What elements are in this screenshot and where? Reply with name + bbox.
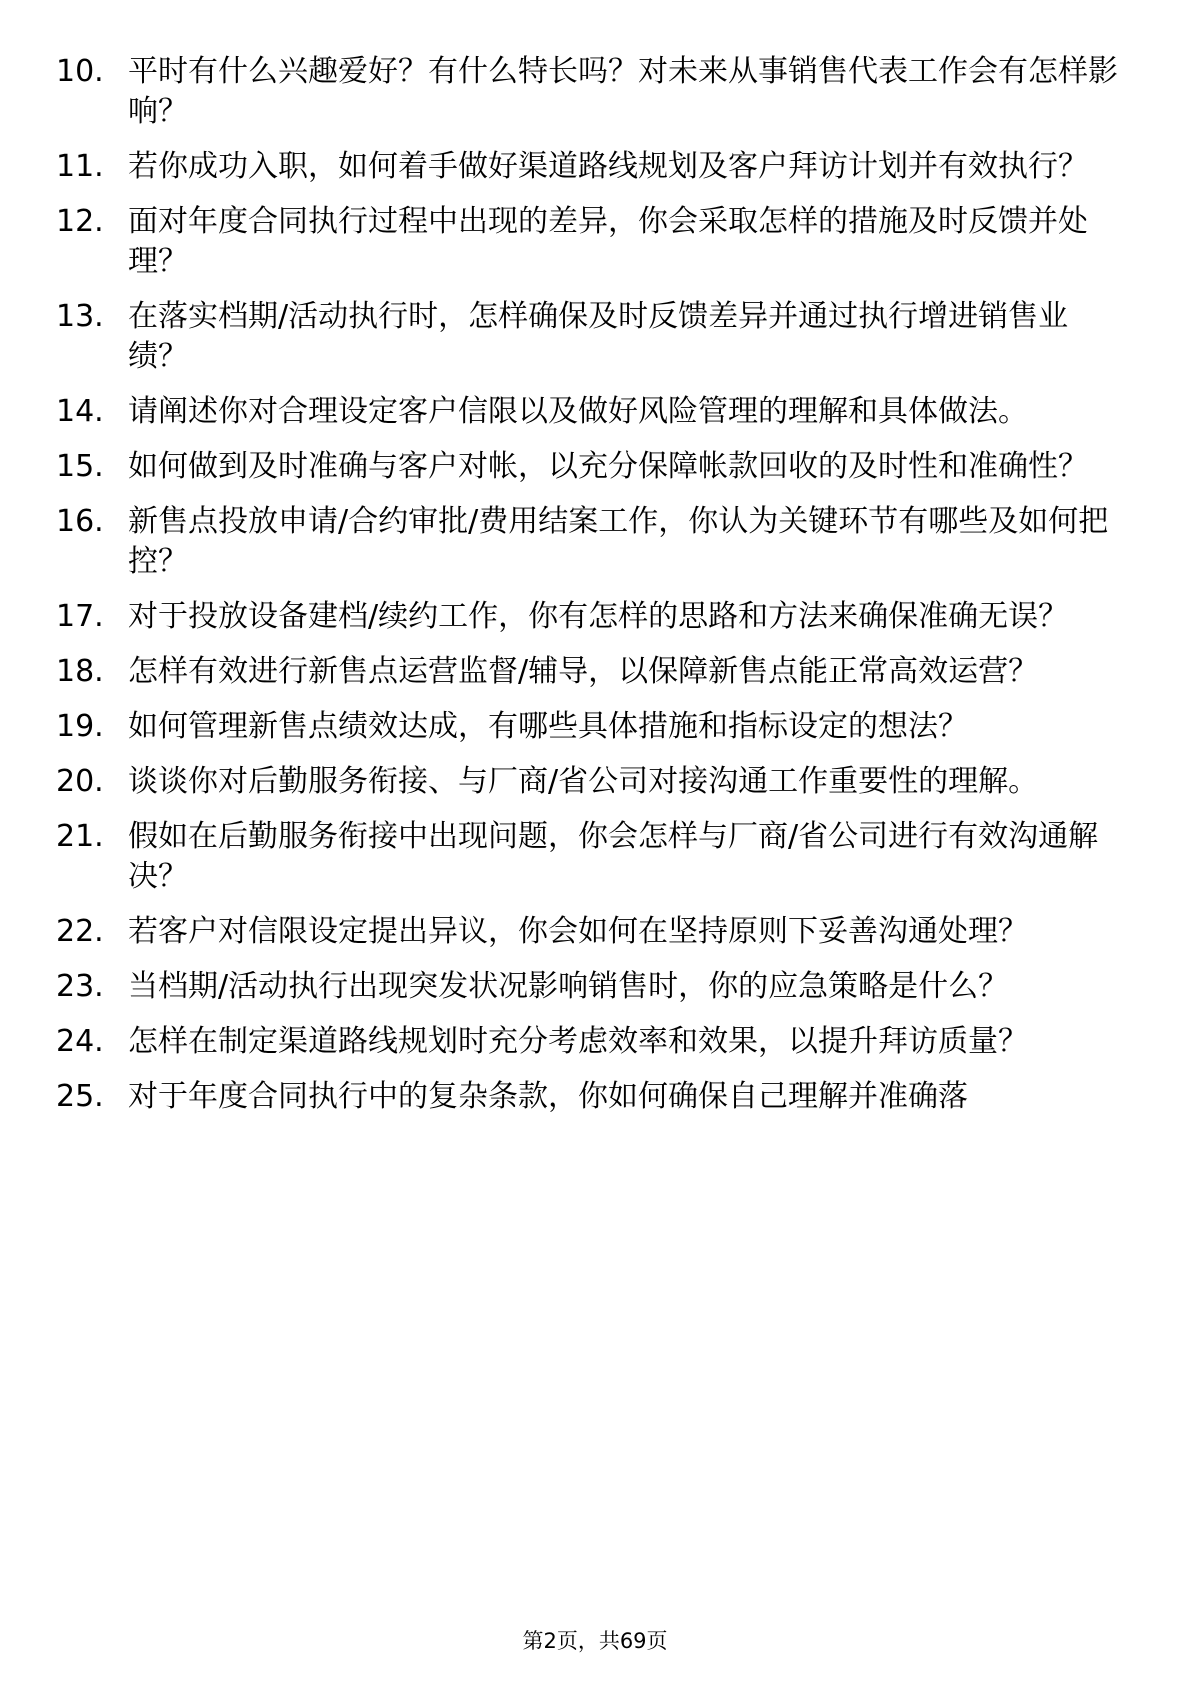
question-item [56, 147, 1126, 187]
question-item [56, 652, 1126, 692]
question-item [56, 1022, 1126, 1062]
question-text: 平时有什么兴趣爱好？有什么特长吗？对未来从事销售代表工作会有怎样影响？ [128, 54, 1118, 129]
question-number: 18. [56, 654, 104, 689]
question-text: 假如在后勤服务衔接中出现问题，你会怎样与厂商/省公司进行有效沟通解决？ [128, 819, 1099, 894]
question-item [56, 202, 1126, 282]
question-list [56, 52, 1126, 1132]
question-number: 20. [56, 764, 104, 799]
question-item [56, 502, 1126, 582]
question-number: 11. [56, 149, 104, 184]
question-text: 若客户对信限设定提出异议，你会如何在坚持原则下妥善沟通处理？ [128, 914, 1028, 949]
question-text: 若你成功入职，如何着手做好渠道路线规划及客户拜访计划并有效执行？ [128, 149, 1088, 184]
question-text: 如何管理新售点绩效达成，有哪些具体措施和指标设定的想法？ [128, 709, 968, 744]
question-item [56, 447, 1126, 487]
question-text: 面对年度合同执行过程中出现的差异，你会采取怎样的措施及时反馈并处理？ [128, 204, 1088, 279]
question-number: 25. [56, 1079, 104, 1114]
question-item [56, 967, 1126, 1007]
question-number: 12. [56, 204, 104, 239]
question-item [56, 52, 1126, 132]
question-item [56, 912, 1126, 952]
question-number: 23. [56, 969, 104, 1004]
question-number: 16. [56, 504, 104, 539]
question-item [56, 707, 1126, 747]
question-text: 新售点投放申请/合约审批/费用结案工作，你认为关键环节有哪些及如何把控？ [128, 504, 1109, 579]
question-text: 谈谈你对后勤服务衔接、与厂商/省公司对接沟通工作重要性的理解。 [128, 764, 1039, 799]
question-number: 13. [56, 299, 104, 334]
question-number: 10. [56, 54, 104, 89]
question-text: 如何做到及时准确与客户对帐，以充分保障帐款回收的及时性和准确性？ [128, 449, 1088, 484]
question-text: 对于年度合同执行中的复杂条款，你如何确保自己理解并准确落 [128, 1079, 968, 1114]
question-number: 24. [56, 1024, 104, 1059]
question-number: 14. [56, 394, 104, 429]
question-text: 在落实档期/活动执行时，怎样确保及时反馈差异并通过执行增进销售业绩？ [128, 299, 1069, 374]
question-text: 当档期/活动执行出现突发状况影响销售时，你的应急策略是什么？ [128, 969, 1009, 1004]
question-text: 怎样在制定渠道路线规划时充分考虑效率和效果，以提升拜访质量？ [128, 1024, 1028, 1059]
question-item [56, 392, 1126, 432]
question-item [56, 762, 1126, 802]
question-number: 19. [56, 709, 104, 744]
question-item [56, 1077, 1126, 1117]
question-text: 对于投放设备建档/续约工作，你有怎样的思路和方法来确保准确无误？ [128, 599, 1069, 634]
question-number: 17. [56, 599, 104, 634]
question-text: 请阐述你对合理设定客户信限以及做好风险管理的理解和具体做法。 [128, 394, 1028, 429]
question-item [56, 297, 1126, 377]
question-text: 怎样有效进行新售点运营监督/辅导，以保障新售点能正常高效运营？ [128, 654, 1039, 689]
question-number: 15. [56, 449, 104, 484]
question-item [56, 817, 1126, 897]
question-item [56, 597, 1126, 637]
question-number: 21. [56, 819, 104, 854]
page-footer: 第2页，共69页 [522, 1629, 668, 1653]
question-number: 22. [56, 914, 104, 949]
